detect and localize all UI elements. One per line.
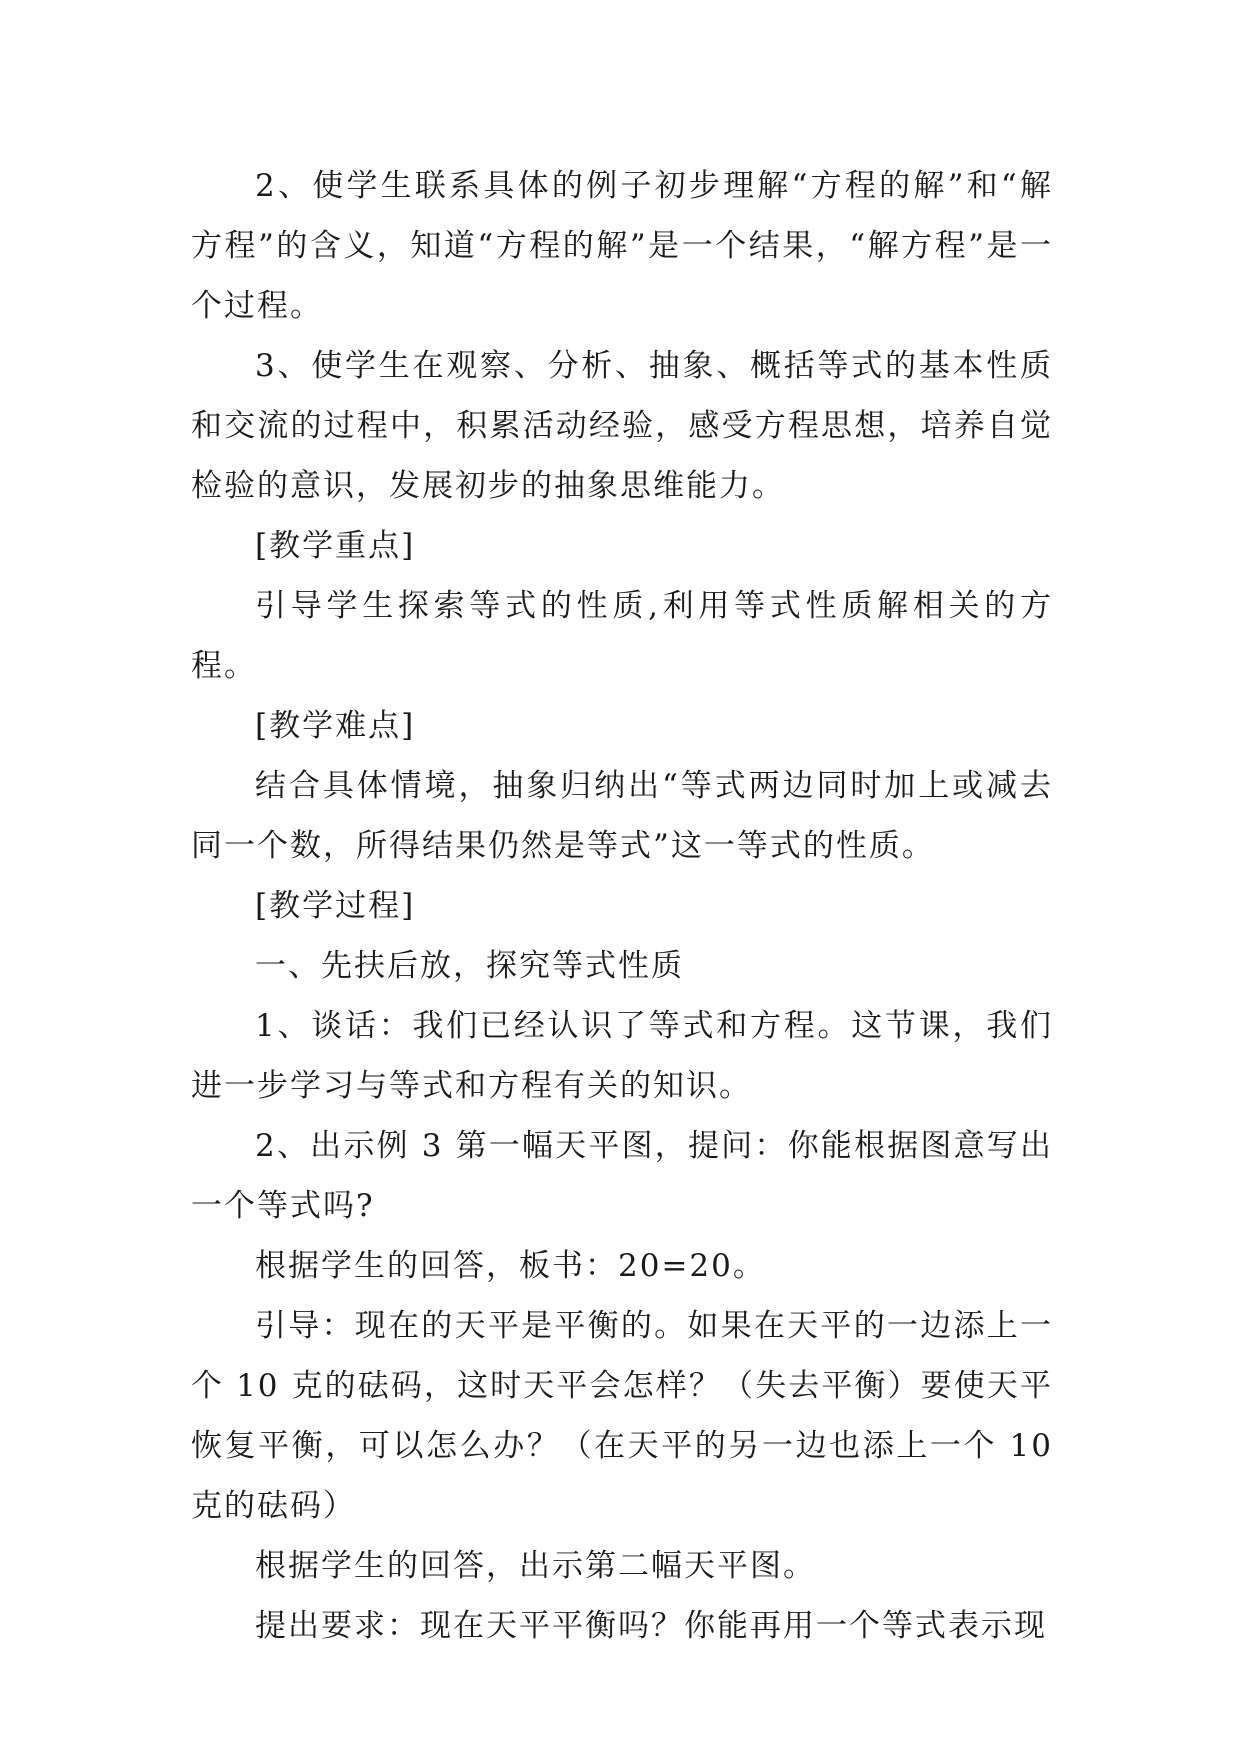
heading-teaching-difficulty: [教学难点]	[255, 708, 416, 744]
paragraph-teaching-difficulty: 结合具体情境，抽象归纳出“等式两边同时加上或减去同一个数，所得结果仍然是等式”这一等式的性质。	[191, 768, 1053, 864]
paragraph-board-writing: 根据学生的回答，板书：20=20。	[255, 1248, 766, 1284]
paragraph-step-1: 1、谈话：我们已经认识了等式和方程。这节课，我们进一步学习与等式和方程有关的知识。	[191, 1008, 1053, 1104]
heading-teaching-process: [教学过程]	[255, 888, 416, 924]
paragraph-guidance: 引导：现在的天平是平衡的。如果在天平的一边添上一个 10 克的砝码，这时天平会怎样？（失去平衡）要使天平恢复平衡，可以怎么办？（在天平的另一边也添上一个 10 克的砝码）	[191, 1308, 1053, 1524]
paragraph-second-figure: 根据学生的回答，出示第二幅天平图。	[255, 1548, 816, 1584]
paragraph-step-2: 2、出示例 3 第一幅天平图，提问：你能根据图意写出一个等式吗?	[191, 1128, 1053, 1224]
heading-teaching-focus: [教学重点]	[255, 528, 416, 564]
section-title-1: 一、先扶后放，探究等式性质	[255, 948, 684, 984]
paragraph-objective-2: 2、使学生联系具体的例子初步理解“方程的解”和“解方程”的含义，知道“方程的解”是一个结果，“解方程”是一个过程。	[191, 168, 1053, 324]
paragraph-requirement: 提出要求：现在天平平衡吗？你能再用一个等式表示现	[255, 1608, 1047, 1644]
document-page	[191, 156, 1053, 1656]
paragraph-objective-3: 3、使学生在观察、分析、抽象、概括等式的基本性质和交流的过程中，积累活动经验，感受方程思想，培养自觉检验的意识，发展初步的抽象思维能力。	[191, 348, 1053, 504]
paragraph-teaching-focus: 引导学生探索等式的性质,利用等式性质解相关的方程。	[191, 588, 1053, 684]
